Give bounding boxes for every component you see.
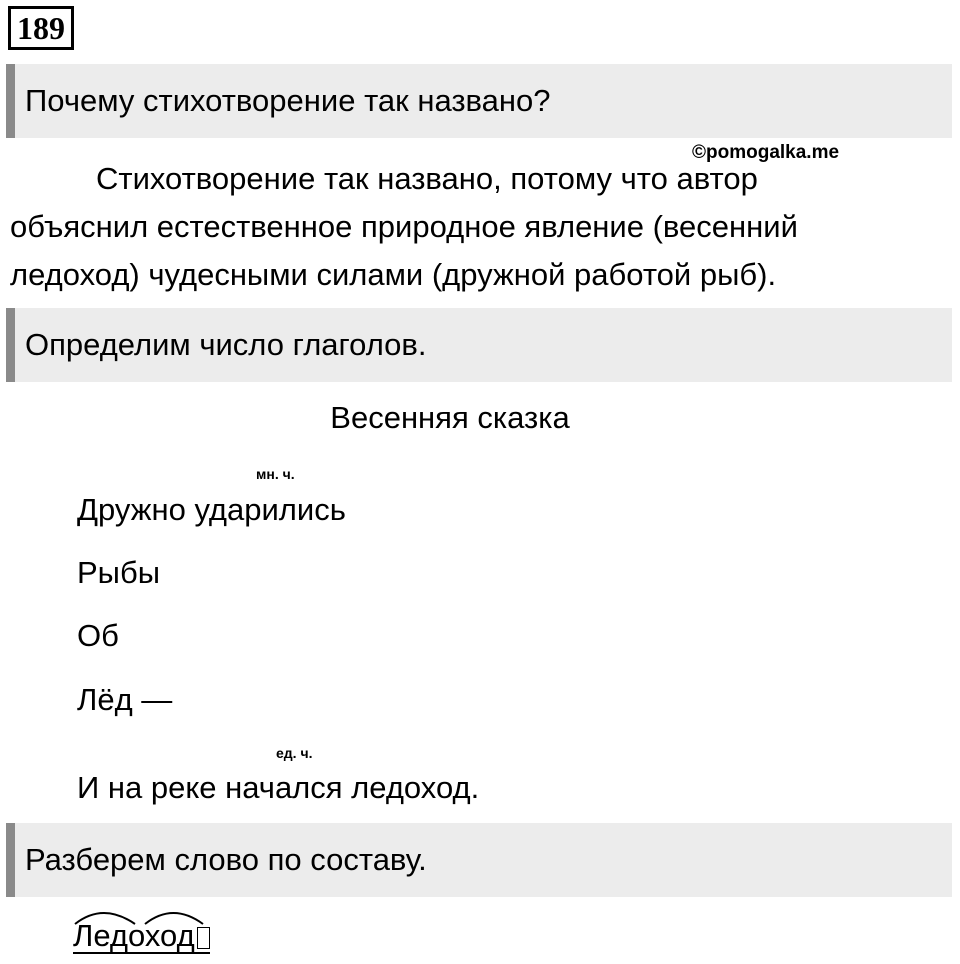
ending-box (197, 927, 210, 949)
morpheme-word (73, 920, 210, 954)
poem-line: Лёд — (77, 682, 173, 717)
poem-line: Рыбы (77, 555, 160, 590)
poem-line: Об (77, 618, 119, 653)
morpheme-word-text: Ледоход (73, 918, 195, 953)
answer-line: Стихотворение так названо, потому что автор (96, 161, 758, 196)
answer-text (10, 155, 870, 299)
poem-line: И на реке начался ледоход. (77, 770, 480, 805)
morpheme-heading: Разберем слово по составу. (6, 823, 952, 897)
watermark: ©pomogalka.me (692, 142, 840, 163)
poem-line: Дружно ударились (77, 492, 346, 527)
answer-line: ледоход) чудесными силами (дружной работой рыб). (10, 257, 777, 292)
verbs-heading: Определим число глаголов. (6, 308, 952, 382)
singular-note: ед. ч. (276, 745, 313, 761)
plural-note: мн. ч. (256, 466, 295, 482)
task-number: 189 (8, 6, 74, 50)
morpheme-analysis (73, 898, 233, 958)
answer-line: объяснил естественное природное явление (весенний (10, 209, 798, 244)
question-heading: Почему стихотворение так названо? (6, 64, 952, 138)
poem-title: Весенняя сказка (330, 400, 570, 435)
